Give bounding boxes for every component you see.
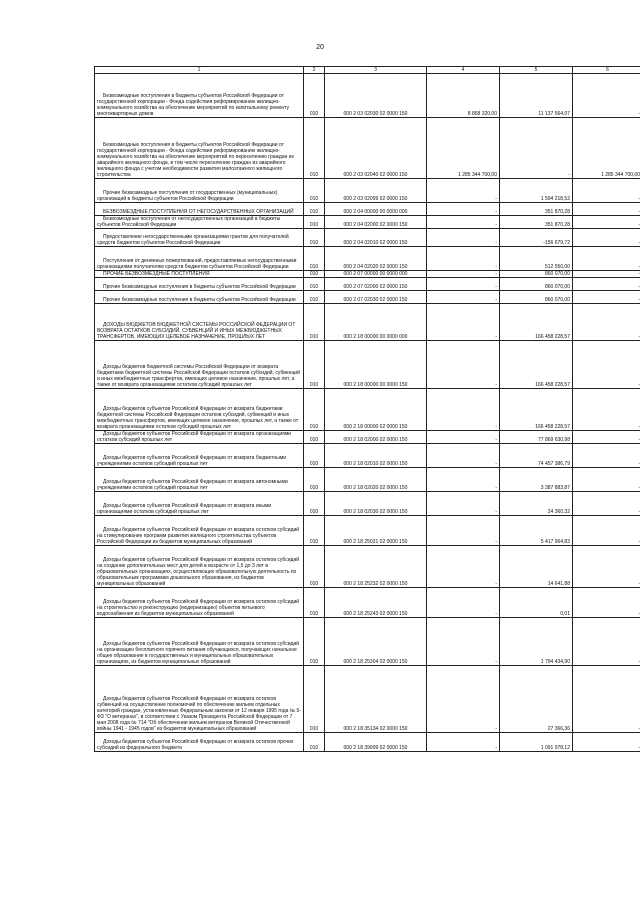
- row-name-cell: [95, 229, 304, 247]
- row-col6-cell: -: [573, 389, 640, 431]
- row-name-cell: [95, 247, 304, 271]
- table-row: [95, 229, 640, 247]
- table-row: [95, 516, 640, 546]
- row-col5-cell: 860 070,00: [500, 291, 573, 304]
- row-col6-cell: -: [573, 291, 640, 304]
- row-col6-cell: -: [573, 546, 640, 588]
- row-col4-cell: -: [427, 516, 500, 546]
- row-name-cell: [95, 431, 304, 444]
- row-line-code-cell: 010: [304, 546, 325, 588]
- row-col6-cell: -: [573, 444, 640, 468]
- row-name-text: Доходы бюджетов субъектов Российской Федерации от возврата остатков субсидий на создание дополнительных мест для детей в возрасте от 1,5 до 3 лет в образовательных организациях, осуществляющих образовательную деятельность по образовательным программам дошкольного образования, из бюджетов муниципальных образований: [97, 557, 300, 587]
- row-col6-cell: -: [573, 278, 640, 291]
- page-number: 20: [316, 44, 324, 51]
- row-col6-cell: -: [573, 179, 640, 203]
- table-row: [95, 733, 640, 752]
- row-col6-cell: 1 285 344 700,00: [573, 118, 640, 179]
- row-line-code-cell: 010: [304, 341, 325, 389]
- row-line-code-cell: 010: [304, 516, 325, 546]
- row-col6-cell: -: [573, 271, 640, 278]
- table-row: [95, 278, 640, 291]
- row-name-cell: [95, 216, 304, 229]
- row-budget-code-cell: 000 2 04 00000 00 0000 000: [325, 203, 427, 216]
- row-name-text: Доходы бюджетов субъектов Российской Федерации от возврата организациями остатков субсидий прошлых лет: [97, 431, 292, 443]
- column-header: 5: [500, 67, 573, 74]
- row-col4-cell: -: [427, 492, 500, 516]
- row-col6-cell: -: [573, 468, 640, 492]
- row-name-cell: [95, 118, 304, 179]
- table-row: [95, 618, 640, 666]
- row-name-text: Предоставление негосударственными организациями грантов для получателей средств бюджетов субъектов Российской Федерации: [97, 234, 289, 246]
- row-budget-code-cell: 000 2 18 02000 02 0000 150: [325, 431, 427, 444]
- row-line-code-cell: 010: [304, 229, 325, 247]
- row-budget-code-cell: 000 2 18 02020 02 0000 150: [325, 468, 427, 492]
- column-header: 2: [304, 67, 325, 74]
- row-col5-cell: 860 070,00: [500, 278, 573, 291]
- row-col4-cell: -: [427, 291, 500, 304]
- row-budget-code-cell: 000 2 07 02030 02 0000 150: [325, 291, 427, 304]
- row-name-text: БЕЗВОЗМЕЗДНЫЕ ПОСТУПЛЕНИЯ ОТ НЕГОСУДАРСТВЕННЫХ ОРГАНИЗАЦИЙ: [103, 209, 294, 215]
- row-col6-cell: -: [573, 341, 640, 389]
- row-col4-cell: -: [427, 389, 500, 431]
- row-col4-cell: -: [427, 271, 500, 278]
- row-col5-cell: 11 137 564,07: [500, 74, 573, 118]
- row-name-cell: [95, 468, 304, 492]
- row-col5-cell: 24 360,32: [500, 492, 573, 516]
- table-row: [95, 431, 640, 444]
- row-line-code-cell: 010: [304, 179, 325, 203]
- row-budget-code-cell: 000 2 07 02000 02 0000 150: [325, 278, 427, 291]
- row-name-text: Поступления от денежных пожертвований, предоставляемых негосударственными организациями получателям средств бюджетов субъектов Российской Федерации: [97, 258, 297, 270]
- row-col6-cell: -: [573, 733, 640, 752]
- row-name-cell: [95, 271, 304, 278]
- row-name-text: Доходы бюджетов субъектов Российской Федерации от возврата иными организациями остатков субсидий прошлых лет: [97, 503, 272, 515]
- row-col5-cell: 1 091 978,12: [500, 733, 573, 752]
- row-col5-cell: -: [500, 118, 573, 179]
- row-budget-code-cell: 000 2 18 02030 02 0000 150: [325, 492, 427, 516]
- row-name-text: Доходы бюджетов субъектов Российской Федерации от возврата остатков субсидий на строительство и реконструкцию (модернизацию) объектов питьевого водоснабжения из бюджетов муниципальных образований: [97, 599, 300, 617]
- row-col6-cell: -: [573, 666, 640, 733]
- row-col4-cell: 1 285 344 700,00: [427, 118, 500, 179]
- row-col4-cell: -: [427, 278, 500, 291]
- row-col4-cell: -: [427, 229, 500, 247]
- row-name-cell: [95, 389, 304, 431]
- row-budget-code-cell: 000 2 18 25021 02 0000 150: [325, 516, 427, 546]
- row-name-cell: [95, 666, 304, 733]
- row-col4-cell: -: [427, 431, 500, 444]
- row-col5-cell: 5 417 964,83: [500, 516, 573, 546]
- row-col5-cell: 77 869 630,98: [500, 431, 573, 444]
- column-header: 1: [95, 67, 304, 74]
- row-name-cell: [95, 546, 304, 588]
- column-header: 6: [573, 67, 640, 74]
- row-col5-cell: 351 870,28: [500, 216, 573, 229]
- row-col4-cell: -: [427, 618, 500, 666]
- row-name-cell: [95, 74, 304, 118]
- table-row: [95, 341, 640, 389]
- row-name-cell: [95, 341, 304, 389]
- row-col5-cell: 512 550,00: [500, 247, 573, 271]
- row-col4-cell: -: [427, 247, 500, 271]
- row-col6-cell: -: [573, 431, 640, 444]
- row-col5-cell: 860 070,00: [500, 271, 573, 278]
- row-name-text: Доходы бюджетов субъектов Российской Федерации от возврата остатков субвенций на осуществление полномочий по обеспечению жильем отдельных категорий граждан, установленных Федеральным законом от 12 января 1995 года № 5-ФЗ "О ветеранах", в соответствии с Указом Президента Российской Федерации от 7 мая 2008 года № 714 "Об обеспечении жильем ветеранов Великой Отечественной войны 1941 - 1945 годов" из бюджетов муниципальных образований: [97, 696, 302, 732]
- row-col4-cell: -: [427, 179, 500, 203]
- row-col6-cell: -: [573, 247, 640, 271]
- row-name-cell: [95, 733, 304, 752]
- row-budget-code-cell: 000 2 18 00000 00 0000 000: [325, 304, 427, 341]
- row-col6-cell: -: [573, 618, 640, 666]
- row-col6-cell: -: [573, 588, 640, 618]
- row-line-code-cell: 010: [304, 278, 325, 291]
- row-col4-cell: -: [427, 203, 500, 216]
- row-line-code-cell: 010: [304, 444, 325, 468]
- row-name-cell: [95, 179, 304, 203]
- row-col5-cell: 1 594 218,52: [500, 179, 573, 203]
- row-name-text: ПРОЧИЕ БЕЗВОЗМЕЗДНЫЕ ПОСТУПЛЕНИЯ: [103, 271, 210, 277]
- table-row: [95, 118, 640, 179]
- row-name-text: Доходы бюджетов субъектов Российской Федерации от возврата автономными учреждениями остатков субсидий прошлых лет: [97, 479, 288, 491]
- row-col6-cell: -: [573, 304, 640, 341]
- table-row: [95, 588, 640, 618]
- row-budget-code-cell: 000 2 07 00000 00 0000 000: [325, 271, 427, 278]
- row-col5-cell: 166 458 228,57: [500, 341, 573, 389]
- row-line-code-cell: 010: [304, 431, 325, 444]
- row-col4-cell: -: [427, 588, 500, 618]
- row-line-code-cell: 010: [304, 618, 325, 666]
- row-line-code-cell: 010: [304, 271, 325, 278]
- row-name-text: Доходы бюджетов бюджетной системы Российской Федерации от возврата бюджетами бюджетной системы Российской Федерации остатков субсидий, субвенций и иных межбюджетных трансфертов, имеющих целевое назначение, прошлых лет, а также от возврата организациями остатков субсидий прошлых лет: [97, 364, 300, 388]
- row-col5-cell: 166 458 228,57: [500, 304, 573, 341]
- row-budget-code-cell: 000 2 18 39999 02 0000 150: [325, 733, 427, 752]
- table-row: [95, 179, 640, 203]
- table-row: [95, 546, 640, 588]
- row-line-code-cell: 010: [304, 304, 325, 341]
- row-name-cell: [95, 203, 304, 216]
- row-name-text: Доходы бюджетов субъектов Российской Федерации от возврата остатков прочих субсидий из федерального бюджета: [97, 739, 294, 751]
- table-row: [95, 389, 640, 431]
- row-budget-code-cell: 000 2 04 02000 02 0000 150: [325, 216, 427, 229]
- row-col5-cell: 166 458 228,57: [500, 389, 573, 431]
- row-name-text: Доходы бюджетов субъектов Российской Федерации от возврата остатков субсидий на организацию бесплатного горячего питания обучающихся, получающих начальное общее образование в государственных и муниципальных образовательных организациях, из бюджетов муниципальных образований: [97, 641, 300, 665]
- row-name-text: Доходы бюджетов субъектов Российской Федерации от возврата бюджетами бюджетной системы Российской Федерации остатков субсидий, субвенций и иных межбюджетных трансфертов, имеющих целевое назначение, прошлых лет, а также от возврата организациями остатков субсидий прошлых лет: [97, 406, 299, 430]
- row-name-cell: [95, 618, 304, 666]
- row-name-text: Прочие безвозмездные поступления в бюджеты субъектов Российской Федерации: [103, 297, 296, 303]
- row-col6-cell: -: [573, 229, 640, 247]
- table-row: [95, 666, 640, 733]
- row-col4-cell: -: [427, 733, 500, 752]
- table-row: [95, 291, 640, 304]
- row-col6-cell: -: [573, 74, 640, 118]
- row-col4-cell: 8 868 320,00: [427, 74, 500, 118]
- row-line-code-cell: 010: [304, 733, 325, 752]
- row-col5-cell: 74 457 386,79: [500, 444, 573, 468]
- row-col4-cell: -: [427, 304, 500, 341]
- row-budget-code-cell: 000 2 04 02010 02 0000 150: [325, 229, 427, 247]
- row-name-text: Прочие безвозмездные поступления от государственных (муниципальных) организаций в бюджеты субъектов Российской Федерации: [97, 190, 278, 202]
- row-budget-code-cell: 000 2 18 25232 02 0000 150: [325, 546, 427, 588]
- row-budget-code-cell: 000 2 18 00000 02 0000 150: [325, 389, 427, 431]
- row-budget-code-cell: 000 2 18 00000 00 0000 150: [325, 341, 427, 389]
- row-name-text: Безвозмездные поступления от негосударственных организаций в бюджеты субъектов Российской Федерации: [97, 216, 281, 228]
- row-col6-cell: -: [573, 203, 640, 216]
- row-col6-cell: -: [573, 216, 640, 229]
- row-col4-cell: -: [427, 468, 500, 492]
- revenue-table: [94, 66, 640, 752]
- row-col4-cell: -: [427, 341, 500, 389]
- table-row: [95, 468, 640, 492]
- column-header: 3: [325, 67, 427, 74]
- row-line-code-cell: 010: [304, 291, 325, 304]
- row-name-cell: [95, 492, 304, 516]
- column-header: 4: [427, 67, 500, 74]
- table-row: [95, 247, 640, 271]
- table-row: [95, 203, 640, 216]
- row-budget-code-cell: 000 2 18 25304 02 0000 150: [325, 618, 427, 666]
- table-row: [95, 492, 640, 516]
- row-line-code-cell: 010: [304, 588, 325, 618]
- row-budget-code-cell: 000 2 03 02040 02 0000 150: [325, 118, 427, 179]
- row-name-text: ДОХОДЫ БЮДЖЕТОВ БЮДЖЕТНОЙ СИСТЕМЫ РОССИЙСКОЙ ФЕДЕРАЦИИ ОТ ВОЗВРАТА ОСТАТКОВ СУБСИДИЙ, СУБВЕНЦИЙ И ИНЫХ МЕЖБЮДЖЕТНЫХ ТРАНСФЕРТОВ, ИМЕЮЩИХ ЦЕЛЕВОЕ НАЗНАЧЕНИЕ, ПРОШЛЫХ ЛЕТ: [97, 322, 296, 340]
- row-name-cell: [95, 291, 304, 304]
- row-col5-cell: 3 387 883,87: [500, 468, 573, 492]
- row-line-code-cell: 010: [304, 247, 325, 271]
- row-budget-code-cell: 000 2 03 02099 02 0000 150: [325, 179, 427, 203]
- row-col5-cell: 351 870,28: [500, 203, 573, 216]
- row-col5-cell: 14 641,88: [500, 546, 573, 588]
- row-col5-cell: -156 679,72: [500, 229, 573, 247]
- row-budget-code-cell: 000 2 04 02020 02 0000 150: [325, 247, 427, 271]
- row-budget-code-cell: 000 2 18 35134 02 0000 150: [325, 666, 427, 733]
- table-row: [95, 444, 640, 468]
- table-row: [95, 216, 640, 229]
- header-row: [95, 67, 640, 74]
- row-budget-code-cell: 000 2 18 25243 02 0000 150: [325, 588, 427, 618]
- row-col5-cell: 0,01: [500, 588, 573, 618]
- row-name-text: Прочие безвозмездные поступления в бюджеты субъектов Российской Федерации: [103, 284, 296, 290]
- row-name-cell: [95, 588, 304, 618]
- row-col4-cell: -: [427, 216, 500, 229]
- row-name-cell: [95, 278, 304, 291]
- row-line-code-cell: 010: [304, 468, 325, 492]
- row-line-code-cell: 010: [304, 666, 325, 733]
- row-col4-cell: -: [427, 666, 500, 733]
- row-col4-cell: -: [427, 546, 500, 588]
- row-col6-cell: -: [573, 492, 640, 516]
- row-budget-code-cell: 000 2 18 02010 02 0000 150: [325, 444, 427, 468]
- row-col4-cell: -: [427, 444, 500, 468]
- row-line-code-cell: 010: [304, 203, 325, 216]
- row-name-cell: [95, 304, 304, 341]
- row-line-code-cell: 010: [304, 74, 325, 118]
- row-name-text: Доходы бюджетов субъектов Российской Федерации от возврата остатков субсидий на стимулирование программ развития жилищного строительства субъектов Российской Федерации из бюджетов муниципальных образований: [97, 527, 300, 545]
- row-col6-cell: -: [573, 516, 640, 546]
- row-name-text: Доходы бюджетов субъектов Российской Федерации от возврата бюджетными учреждениями остатков субсидий прошлых лет: [97, 455, 287, 467]
- table-row: [95, 304, 640, 341]
- row-line-code-cell: 010: [304, 492, 325, 516]
- row-name-cell: [95, 516, 304, 546]
- row-col5-cell: 1 794 434,90: [500, 618, 573, 666]
- row-line-code-cell: 010: [304, 216, 325, 229]
- table-row: [95, 74, 640, 118]
- row-name-cell: [95, 444, 304, 468]
- row-col5-cell: 27 366,36: [500, 666, 573, 733]
- row-budget-code-cell: 000 2 03 02030 02 0000 150: [325, 74, 427, 118]
- row-name-text: Безвозмездные поступления в бюджеты субъектов Российской Федерации от государственной корпорации - Фонда содействия реформированию жилищно-коммунального хозяйства на обеспечение мероприятий по переселению граждан из аварийного жилищного фонда, в том числе переселению граждан из аварийного жилищного фонда с учетом необходимости развития малоэтажного жилищного строительства: [97, 142, 294, 178]
- row-line-code-cell: 010: [304, 389, 325, 431]
- table-row: [95, 271, 640, 278]
- row-line-code-cell: 010: [304, 118, 325, 179]
- row-name-text: Безвозмездные поступления в бюджеты субъектов Российской Федерации от государственной корпорации - Фонда содействия реформированию жилищно-коммунального хозяйства на обеспечение мероприятий по капитальному ремонту многоквартирных домов: [97, 93, 290, 117]
